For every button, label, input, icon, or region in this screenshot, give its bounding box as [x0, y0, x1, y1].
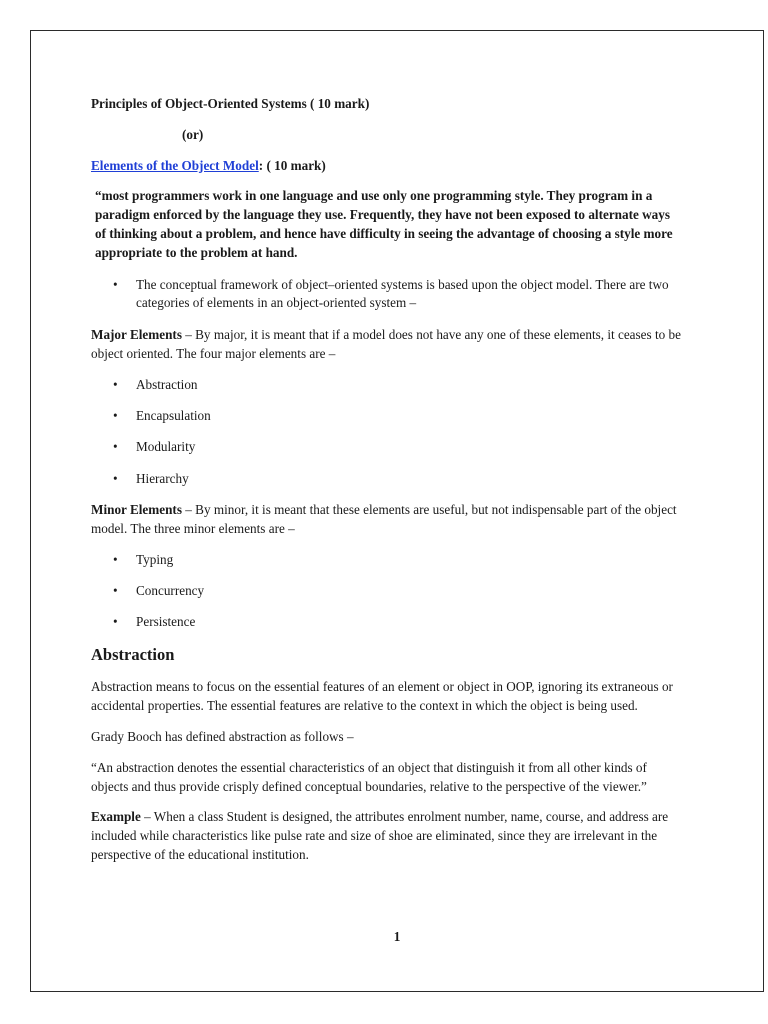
minor-item-concurrency: Concurrency	[136, 582, 205, 598]
minor-item-persistence: Persistence	[136, 614, 196, 630]
list-item	[91, 470, 681, 489]
elements-heading	[91, 157, 681, 176]
bullet-icon: •	[113, 376, 118, 392]
major-elements-label: Major Elements	[91, 327, 182, 343]
bullet-icon: •	[113, 408, 118, 424]
intro-bullet-text: The conceptual framework of object–oriented systems is based upon the object model. There are two categories of elements in an object-oriented system –	[136, 276, 669, 311]
or-separator: (or)	[182, 126, 204, 142]
minor-elements-list	[91, 551, 681, 632]
booch-intro: Grady Booch has defined abstraction as follows –	[91, 729, 354, 745]
list-item	[91, 551, 681, 570]
bullet-icon: •	[113, 276, 118, 292]
list-item	[91, 376, 681, 395]
major-item-abstraction: Abstraction	[136, 376, 198, 392]
bullet-icon: •	[113, 551, 118, 567]
list-item	[91, 582, 681, 601]
elements-heading-suffix: : ( 10 mark)	[258, 157, 326, 173]
major-item-hierarchy: Hierarchy	[136, 470, 189, 486]
minor-elements-paragraph	[91, 501, 681, 539]
elements-link[interactable]: Elements of the Object Model	[91, 157, 259, 173]
programmers-quote: “most programmers work in one language and use only one programming style. They program in a paradigm enforced by the language they use. Frequently, they have not been exposed to alternate ways of thinking about a problem, and hence have difficulty in seeing the advantage of choosing a style more appropriate to the problem at hand.	[95, 188, 673, 260]
list-item	[91, 613, 681, 632]
abstraction-paragraph: Abstraction means to focus on the essential features of an element or object in OOP, ignoring its extraneous or accidental properties. The essential features are relative to the context in which the object is being used.	[91, 679, 673, 714]
example-text: – When a class Student is designed, the attributes enrolment number, name, course, and address are included while characteristics like pulse rate and size of shoe are eliminated, since they are irrelevant in the perspective of the educational institution.	[91, 809, 669, 863]
major-elements-paragraph	[91, 326, 681, 364]
bullet-icon: •	[113, 439, 118, 455]
major-elements-text: – By major, it is meant that if a model does not have any one of these elements, it ceases to be object oriented. The four major elements are –	[91, 327, 681, 361]
major-elements-list	[91, 376, 681, 489]
booch-quote: “An abstraction denotes the essential characteristics of an object that distinguish it from all other kinds of objects and thus provide crisply defined conceptual boundaries, relative to the perspective of the viewer.”	[91, 759, 647, 794]
list-item	[91, 438, 681, 457]
example-label: Example	[91, 809, 141, 825]
minor-item-typing: Typing	[136, 551, 174, 567]
major-item-modularity: Modularity	[136, 439, 196, 455]
page-content	[91, 95, 681, 865]
document-page	[30, 30, 764, 992]
minor-elements-text: – By minor, it is meant that these elements are useful, but not indispensable part of the object model. The three minor elements are –	[91, 501, 677, 536]
intro-list	[91, 276, 681, 314]
list-item	[91, 407, 681, 426]
page-number: 1	[393, 929, 401, 944]
bullet-icon: •	[113, 614, 118, 630]
document-title: Principles of Object-Oriented Systems ( 10 mark)	[91, 96, 370, 111]
major-item-encapsulation: Encapsulation	[136, 408, 211, 424]
bullet-icon: •	[113, 470, 118, 486]
list-item	[91, 276, 681, 314]
example-paragraph	[91, 808, 681, 864]
bullet-icon: •	[113, 582, 118, 598]
minor-elements-label: Minor Elements	[91, 501, 182, 517]
abstraction-heading: Abstraction	[91, 645, 175, 665]
